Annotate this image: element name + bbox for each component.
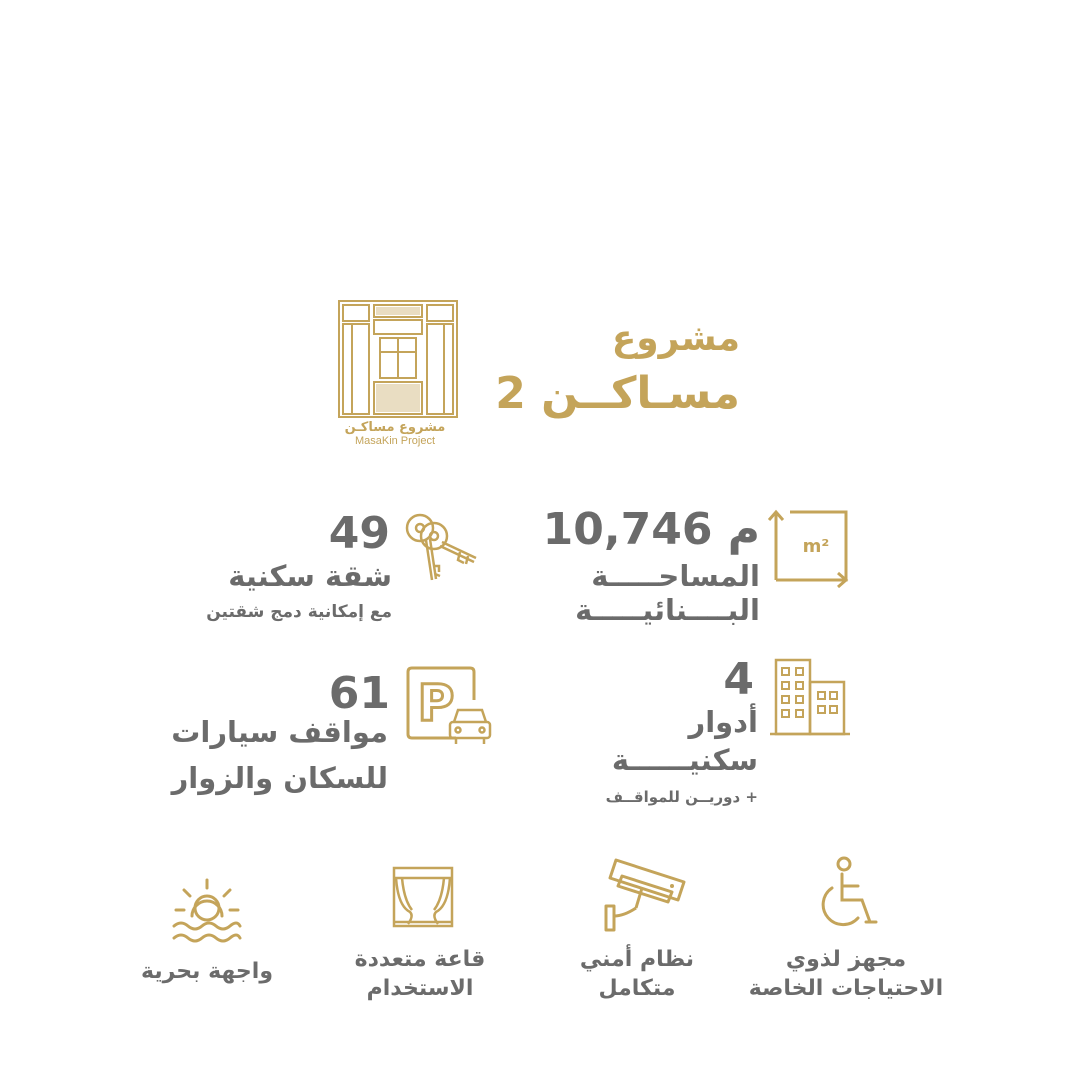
title-line2: مسـاكــن 2 bbox=[495, 368, 740, 419]
parking-letter: P bbox=[417, 674, 455, 732]
feature-security-line1: نظام أمني bbox=[579, 947, 695, 972]
area-icon-text: m² bbox=[802, 536, 830, 557]
parking-car-icon bbox=[404, 664, 494, 748]
keys-icon bbox=[402, 508, 482, 592]
feature-sea-front bbox=[92, 958, 322, 987]
theater-curtain-icon bbox=[392, 866, 454, 928]
feature-security-line2: متكامل bbox=[598, 975, 676, 1001]
logo-english-name: MasaKin Project bbox=[354, 435, 436, 447]
feature-security bbox=[522, 946, 752, 1003]
title-line1: مشروع bbox=[611, 318, 740, 359]
feature-accessibility-line2: الاحتياجات الخاصة bbox=[748, 975, 944, 1001]
apartments-label: شقة سكنية bbox=[228, 559, 392, 593]
project-logo bbox=[330, 300, 460, 447]
floors-value: 4 bbox=[723, 654, 754, 705]
apartments-value: 49 bbox=[328, 508, 390, 559]
area-label-line2: البــــنائيـــــة bbox=[575, 593, 760, 627]
feature-multipurpose-hall bbox=[305, 946, 535, 1003]
feature-accessibility-line1: مجهز لذوي bbox=[785, 947, 907, 972]
feature-hall-line2: الاستخدام bbox=[366, 975, 474, 1001]
floors-label-line2: سكنيــــــة bbox=[611, 743, 758, 777]
floors-label-line1: أدوار bbox=[688, 705, 758, 739]
floors-note: + دوريــن للمواقــف bbox=[605, 788, 758, 806]
logo-arabic-name: مشروع مساكـن bbox=[344, 420, 446, 435]
security-camera-icon bbox=[602, 856, 688, 932]
sea-sun-icon bbox=[170, 876, 244, 946]
wheelchair-icon bbox=[814, 856, 878, 932]
area-value: 10,746 م bbox=[542, 504, 760, 555]
feature-sea-line1: واجهة بحرية bbox=[141, 959, 273, 984]
area-label-line1: المساحـــــة bbox=[591, 559, 760, 593]
parking-value: 61 bbox=[328, 668, 390, 719]
parking-label-line2: للسكان والزوار bbox=[171, 761, 388, 795]
parking-label-line1: مواقف سيارات bbox=[171, 715, 388, 749]
feature-accessibility bbox=[731, 946, 961, 1003]
buildings-icon bbox=[770, 656, 850, 738]
apartments-note: مع إمكانية دمج شقتين bbox=[206, 602, 392, 622]
feature-hall-line1: قاعة متعددة bbox=[354, 947, 486, 972]
area-square-icon bbox=[768, 508, 852, 588]
building-facade-icon bbox=[338, 300, 458, 418]
